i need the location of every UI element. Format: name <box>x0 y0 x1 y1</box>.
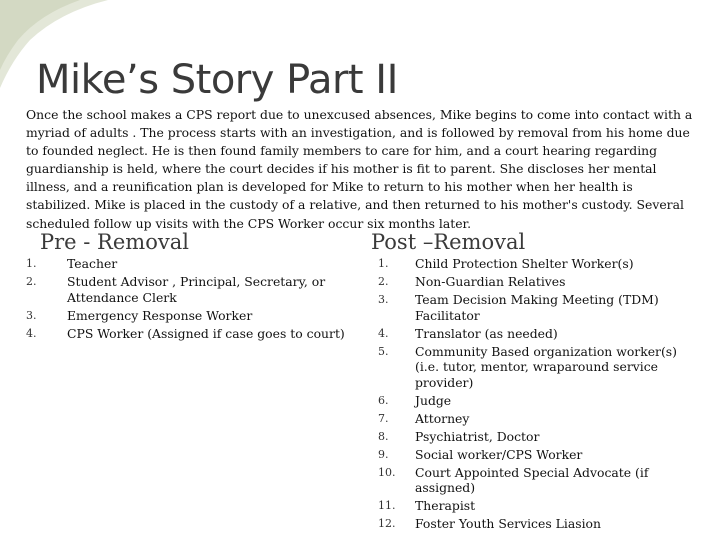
list-item-number: 2. <box>378 275 389 288</box>
pre-removal-list <box>26 256 346 344</box>
list-item <box>378 447 678 463</box>
list-item-text: CPS Worker (Assigned if case goes to court) <box>67 325 345 341</box>
list-item-text: Non-Guardian Relatives <box>415 274 566 289</box>
list-item-number: 12. <box>378 517 396 530</box>
list-item-text: Emergency Response Worker <box>67 307 253 323</box>
list-item <box>378 393 678 409</box>
list-item <box>378 465 678 496</box>
list-item-text: Foster Youth Services Liasion <box>415 516 601 531</box>
list-item-number: 8. <box>378 429 389 443</box>
list-item-number: 3. <box>378 293 389 306</box>
list-item-text: Court Appointed Special Advocate (if assigned) <box>415 464 649 495</box>
post-removal-list <box>378 256 678 534</box>
post-removal-heading: Post –Removal <box>371 230 526 254</box>
list-item-text: Teacher <box>67 256 118 271</box>
list-item <box>378 326 678 342</box>
list-item-number: 1. <box>26 257 37 270</box>
list-item-number: 4. <box>378 326 389 340</box>
list-item-number: 6. <box>378 393 389 407</box>
story-paragraph: Once the school makes a CPS report due to unexcused absences, Mike begins to come into contact with a myriad of adults . The process starts with an investigation, and is followed by removal from his home due to founded neglect. He is then found family members to care for him, and a court hearing regarding guardianship is held, where the court decides if his mother is fit to parent. She discloses her mental illness, and a reunification plan is developed for Mike to return to his mother when her health is stabilized. Mike is placed in the custody of a relative, and then returned to his mother's custody. Several scheduled follow up visits with the CPS Worker occur six months later. <box>26 107 693 231</box>
list-item <box>378 498 678 514</box>
list-item-number: 3. <box>26 308 37 322</box>
slide-title: Mike’s Story Part II <box>36 57 398 103</box>
pre-removal-heading: Pre - Removal <box>40 230 189 254</box>
list-item-number: 11. <box>378 499 396 512</box>
list-item <box>378 344 678 391</box>
list-item-text: Child Protection Shelter Worker(s) <box>415 256 634 271</box>
list-item-text: Student Advisor , Principal, Secretary, or Attendance Clerk <box>67 274 326 305</box>
list-item-number: 1. <box>378 257 389 270</box>
list-item-text: Attorney <box>415 410 470 426</box>
list-item <box>378 274 678 290</box>
list-item <box>378 516 678 532</box>
list-item-number: 7. <box>378 411 389 425</box>
list-item-text: Community Based organization worker(s) (i.e. tutor, mentor, wraparound service provider) <box>415 343 677 390</box>
list-item-number: 5. <box>378 344 389 358</box>
list-item-text: Social worker/CPS Worker <box>415 446 583 462</box>
list-item-text: Team Decision Making Meeting (TDM) Facilitator <box>415 292 659 323</box>
list-item <box>26 326 346 342</box>
list-item-text: Psychiatrist, Doctor <box>415 428 540 444</box>
list-item <box>378 292 678 323</box>
list-item-text: Judge <box>415 392 452 408</box>
list-item-number: 9. <box>378 447 389 461</box>
list-item-number: 2. <box>26 275 37 288</box>
list-item <box>378 429 678 445</box>
list-item <box>378 256 678 272</box>
list-item-text: Translator (as needed) <box>415 325 558 341</box>
list-item-number: 4. <box>26 326 37 340</box>
list-item <box>26 308 346 324</box>
list-item <box>26 274 346 305</box>
list-item <box>378 411 678 427</box>
list-item-text: Therapist <box>415 498 476 513</box>
list-item-number: 10. <box>378 465 396 479</box>
list-item <box>26 256 346 272</box>
